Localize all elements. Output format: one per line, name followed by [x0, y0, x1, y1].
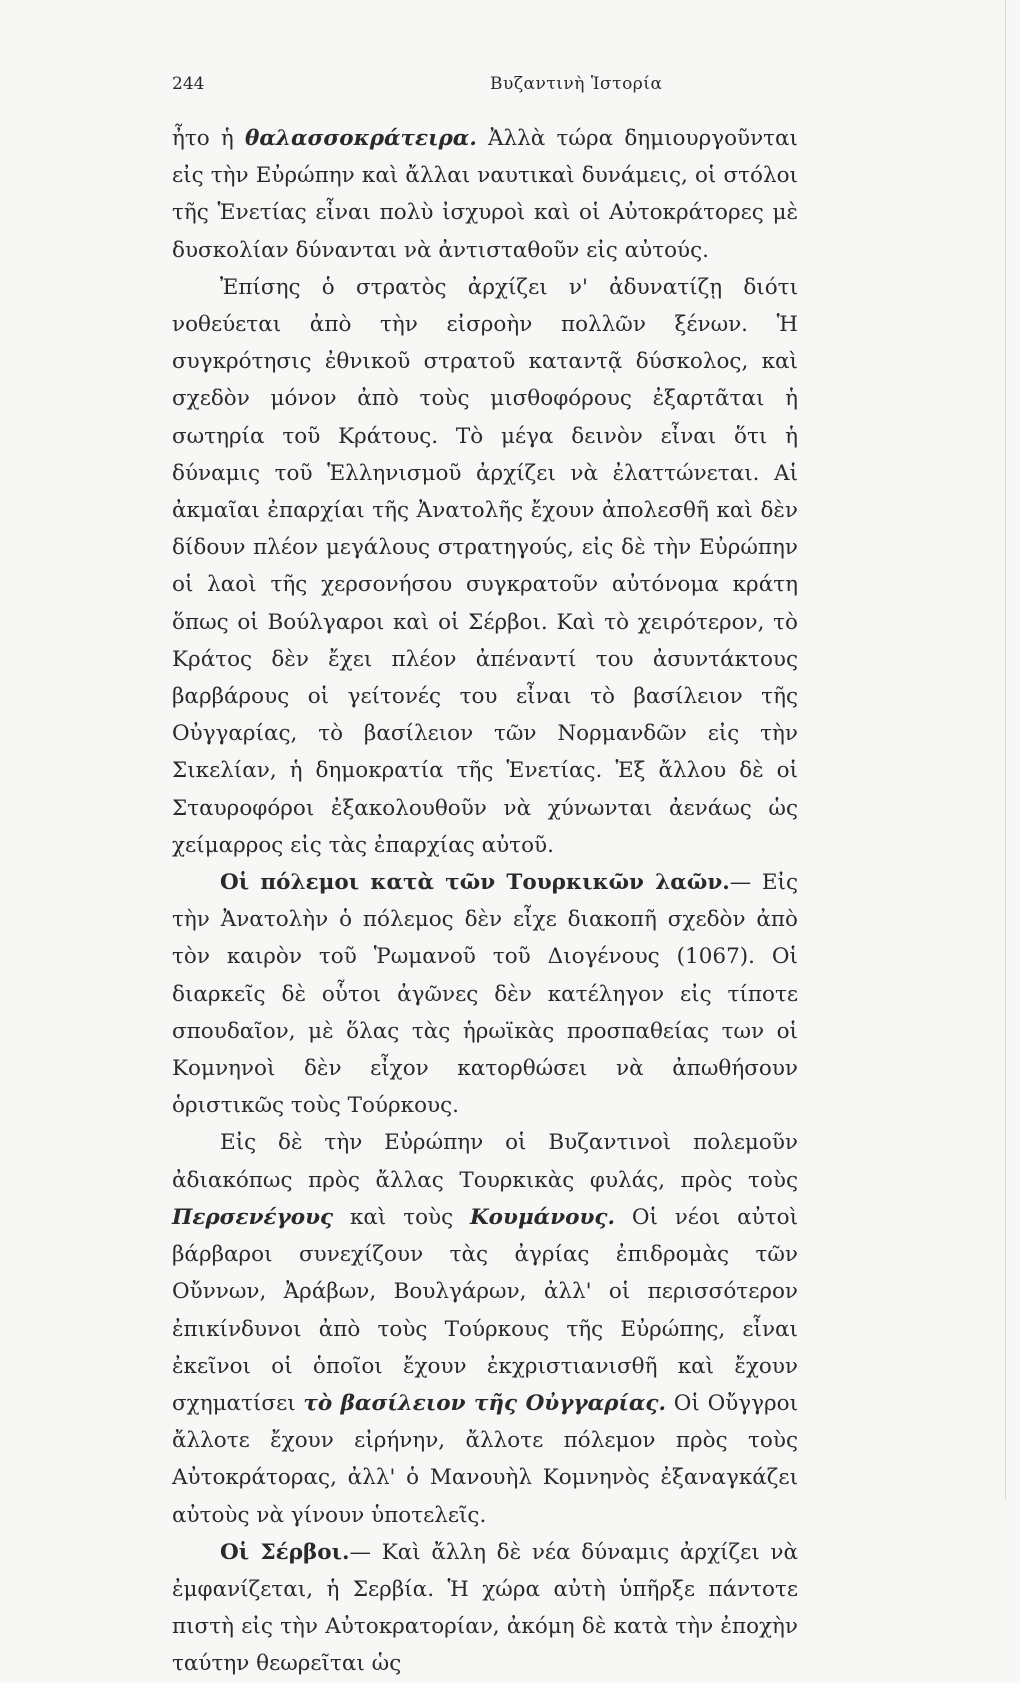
paragraph-3	[172, 864, 798, 1124]
text-run: — Εἰς τὴν Ἀνατολὴν ὁ πόλεμος δὲν εἶχε διακοπῆ σχεδὸν ἀπὸ τὸν καιρὸν τοῦ Ῥωμανοῦ τοῦ Διογένους (1067). Οἱ διαρκεῖς δὲ οὗτοι ἀγῶνες δὲν κατέληγον εἰς τίποτε σπουδαῖον, μὲ ὅλας τὰς ἡρωϊκὰς προσπαθείας των οἱ Κομνηνοὶ δὲν εἶχον κατορθώσει νὰ ἀπωθήσουν ὁριστικῶς τοὺς Τούρκους.	[172, 870, 799, 1119]
page-edge-shadow	[1005, 0, 1006, 1500]
text-run: ἦτο ἡ	[172, 126, 246, 151]
page-header	[172, 70, 798, 100]
section-heading-turkic-wars: Οἱ πόλεμοι κατὰ τῶν Τουρκικῶν λαῶν.	[220, 870, 730, 896]
paragraph-4	[172, 1124, 798, 1533]
paragraph-5	[172, 1534, 798, 1683]
emphasis-term: τὸ βασίλειον τῆς Οὐγγαρίας.	[303, 1390, 666, 1416]
running-head: Βυζαντινὴ Ἱστορία	[490, 74, 663, 94]
text-run: Οἱ νέοι αὐτοὶ βάρβαροι συνεχίζουν τὰς ἀγρίας ἐπιδρομὰς τῶν Οὔννων, Ἀράβων, Βουλγάρων, ἀλλ' οἱ περισσότερον ἐπικίνδυνοι ἀπὸ τοὺς Τούρκους τῆς Εὐρώπης, εἶναι ἐκεῖνοι οἱ ὁποῖοι ἔχουν ἐκχριστιανισθῆ καὶ ἔχουν σχηματίσει	[172, 1204, 798, 1416]
text-run: Οἱ Οὔγγροι ἄλλοτε ἔχουν εἰρήνην, ἄλλοτε πόλεμον πρὸς τοὺς Αὐτοκράτορας, ἀλλ' ὁ Μανουὴλ Κομνηνὸς ἐξαναγκάζει αὐτοὺς νὰ γίνουν ὑποτελεῖς.	[172, 1390, 798, 1528]
body-text	[172, 120, 798, 1683]
text-run: Εἰς δὲ τὴν Εὐρώπην οἱ Βυζαντινοὶ πολεμοῦν ἀδιακόπως πρὸς ἄλλας Τουρκικὰς φυλάς, πρὸς τοὺς	[172, 1130, 798, 1193]
paragraph-1	[172, 120, 798, 269]
emphasis-term: Κουμάνους.	[470, 1204, 615, 1230]
text-run: καὶ τοὺς	[333, 1204, 470, 1230]
emphasis-term: Περσενέγους	[172, 1204, 334, 1230]
text-run: — Καὶ ἄλλη δὲ νέα δύναμις ἀρχίζει νὰ ἐμφανίζεται, ἡ Σερβία. Ἡ χώρα αὐτὴ ὑπῆρξε πάντοτε πιστὴ εἰς τὴν Αὐτοκρατορίαν, ἀκόμη δὲ κατὰ τὴν ἐποχὴν ταύτην θεωρεῖται ὡς	[172, 1539, 798, 1677]
section-heading-serbs: Οἱ Σέρβοι.	[220, 1539, 350, 1565]
text-run: Ἀλλὰ τώρα δημιουργοῦνται εἰς τὴν Εὐρώπην καὶ ἄλλαι ναυτικαὶ δυνάμεις, οἱ στόλοι τῆς Ἑνετίας εἶναι πολὺ ἰσχυροὶ καὶ οἱ Αὐτοκράτορες μὲ δυσκολίαν δύνανται νὰ ἀντισταθοῦν εἰς αὐτούς.	[172, 126, 798, 263]
paragraph-2	[172, 269, 798, 864]
emphasis-term: θαλασσοκράτειρα.	[245, 126, 477, 151]
text-run: Ἐπίσης ὁ στρατὸς ἀρχίζει ν' ἀδυνατίζῃ διότι νοθεύεται ἀπὸ τὴν εἰσροὴν πολλῶν ξένων. Ἡ συγκρότησις ἐθνικοῦ στρατοῦ καταντᾷ δύσκολος, καὶ σχεδὸν μόνον ἀπὸ τοὺς μισθοφόρους ἐξαρτᾶται ἡ σωτηρία τοῦ Κράτους. Τὸ μέγα δεινὸν εἶναι ὅτι ἡ δύναμις τοῦ Ἑλληνισμοῦ ἀρχίζει νὰ ἐλαττώνεται. Αἱ ἀκμαῖαι ἐπαρχίαι τῆς Ἀνατολῆς ἔχουν ἀπολεσθῆ καὶ δὲν δίδουν πλέον μεγάλους στρατηγούς, εἰς δὲ τὴν Εὐρώπην οἱ λαοὶ τῆς χερσονήσου συγκρατοῦν αὐτόνομα κράτη ὅπως οἱ Βούλγαροι καὶ οἱ Σέρβοι. Καὶ τὸ χειρότερον, τὸ Κράτος δὲν ἔχει πλέον ἀπέναντί του ἀσυντάκτους βαρβάρους οἱ γείτονές του εἶναι τὸ βασίλειον τῆς Οὐγγαρίας, τὸ βασίλειον τῶν Νορμανδῶν εἰς τὴν Σικελίαν, ἡ δημοκρατία τῆς Ἑνετίας. Ἐξ ἄλλου δὲ οἱ Σταυροφόροι ἐξακολουθοῦν νὰ χύνωνται ἀενάως ὡς χείμαρρος εἰς τὰς ἐπαρχίας αὐτοῦ.	[172, 274, 798, 858]
page-number: 244	[172, 74, 205, 94]
